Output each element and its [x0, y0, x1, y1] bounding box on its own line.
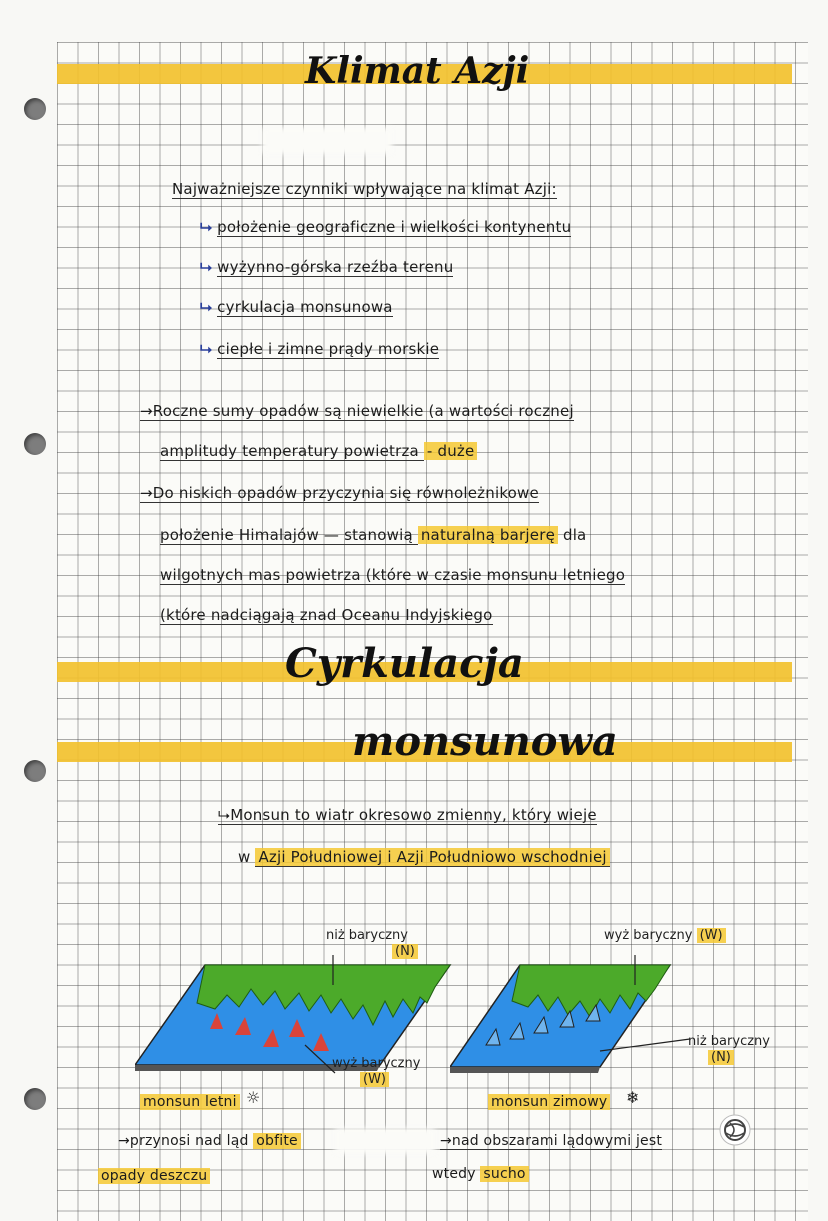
- redacted-area: [262, 128, 392, 154]
- plate-edge: [450, 1067, 600, 1073]
- section-heading: monsunowa: [352, 718, 618, 765]
- definition-line: ⮡Monsun to wiatr okresowo zmienny, który wieje: [218, 806, 597, 824]
- factor-item: ⮡ ciepłe i zimne prądy morskie: [200, 340, 440, 358]
- note-line: amplitudy temperatury powietrza - duże: [160, 442, 477, 460]
- globe-logo-icon: [718, 1113, 752, 1147]
- hand-arrow-icon: ⮡: [200, 298, 213, 316]
- winter-desc-2: wtedy sucho: [432, 1166, 529, 1182]
- note-line: →Do niskich opadów przyczynia się równoleżnikowe: [140, 484, 539, 502]
- factor-item: ⮡ wyżynno-górska rzeźba terenu: [200, 258, 454, 276]
- hand-arrow-icon: ⮡: [200, 218, 213, 236]
- summer-high-symbol: (W): [360, 1072, 389, 1087]
- winter-high-label: wyż baryczny (W): [604, 928, 726, 943]
- summer-low-symbol: (N): [392, 944, 418, 959]
- summer-desc: →przynosi nad ląd obfite: [118, 1133, 301, 1149]
- winter-desc: →nad obszarami lądowymi jest: [440, 1133, 663, 1149]
- binder-hole: [24, 433, 46, 455]
- note-line: położenie Himalajów — stanowią naturalną barjerę dla: [160, 526, 587, 544]
- note-line: (które nadciągają znad Oceanu Indyjskiego: [160, 606, 493, 624]
- summer-high-label: wyż baryczny: [332, 1056, 421, 1071]
- summer-name: monsun letni: [140, 1094, 240, 1110]
- definition-line: w Azji Południowej i Azji Południowo wschodniej: [238, 848, 610, 866]
- section-heading: Cyrkulacja: [285, 640, 524, 687]
- binder-hole: [24, 760, 46, 782]
- hand-arrow-icon: ⮡: [200, 258, 213, 276]
- note-line: wilgotnych mas powietrza (które w czasie monsunu letniego: [160, 566, 626, 584]
- binder-hole: [24, 98, 46, 120]
- winter-name: monsun zimowy: [488, 1094, 610, 1110]
- page-title: Klimat Azji: [305, 50, 530, 92]
- sun-icon: ☼: [246, 1088, 261, 1107]
- snowflake-icon: ❄: [626, 1088, 640, 1107]
- page-margin-top: [0, 0, 828, 42]
- winter-low-symbol: (N): [708, 1050, 734, 1065]
- redacted-area: [335, 1128, 435, 1154]
- hand-arrow-icon: ⮡: [200, 340, 213, 358]
- summer-desc-2: opady deszczu: [98, 1168, 210, 1184]
- page-margin-left: [0, 0, 57, 1221]
- factor-item: ⮡ położenie geograficzne i wielkości kontynentu: [200, 218, 572, 236]
- summer-low-label: niż baryczny: [326, 928, 408, 943]
- winter-low-label: niż baryczny: [688, 1034, 770, 1049]
- intro-text: Najważniejsze czynniki wpływające na klimat Azji:: [172, 180, 557, 198]
- factor-item: ⮡ cyrkulacja monsunowa: [200, 298, 393, 316]
- page-margin-right: [808, 0, 828, 1221]
- binder-hole: [24, 1088, 46, 1110]
- note-line: →Roczne sumy opadów są niewielkie (a wartości rocznej: [140, 402, 574, 420]
